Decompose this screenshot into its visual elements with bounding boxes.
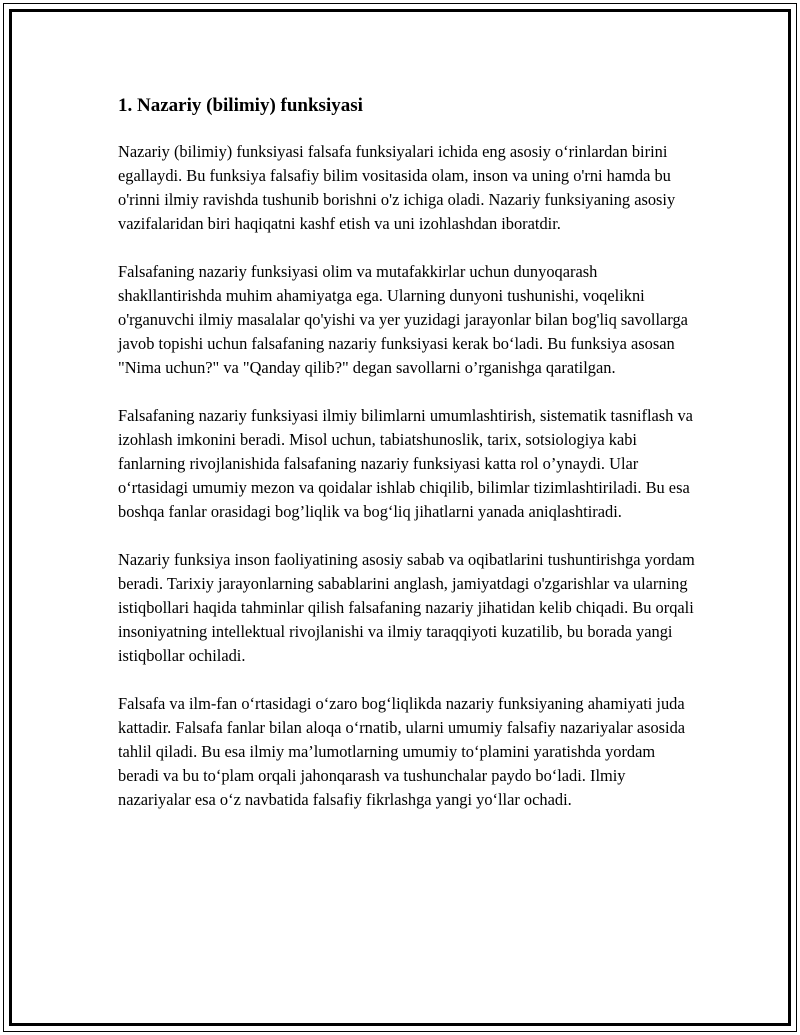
section-heading: 1. Nazariy (bilimiy) funksiyasi bbox=[118, 95, 363, 116]
paragraph: Falsafaning nazariy funksiyasi olim va mutafakkirlar uchun dunyoqarash shakllantirishda muhim ahamiyatga ega. Ularning dunyoni tushunishi, voqelikni o'rganuvchi ilmiy masalalar qo'yishi va yer yuzidagi jarayonlar bilan bog'liq savollarga javob topishi uchun falsafaning nazariy funksiyasi kerak bo‘ladi. Bu funksiya asosan "Nima uchun?" va "Qanday qilib?" degan savollarni o’rganishga qaratilgan. bbox=[118, 262, 688, 377]
paragraph: Nazariy funksiya inson faoliyatining asosiy sabab va oqibatlarini tushuntirishga yordam beradi. Tarixiy jarayonlarning sabablarini anglash, jamiyatdagi o'zgarishlar va ularning istiqbollari haqida tahminlar qilish falsafaning nazariy jihatidan kelib chiqadi. Bu orqali insoniyatning intellektual rivojlanishi va ilmiy taraqqiyoti kuzatilib, bu borada yangi istiqbollar ochiladi. bbox=[118, 550, 695, 665]
document-body bbox=[118, 92, 698, 836]
paragraph: Nazariy (bilimiy) funksiyasi falsafa funksiyalari ichida eng asosiy o‘rinlardan birini egallaydi. Bu funksiya falsafiy bilim vositasida olam, inson va uning o'rni hamda bu o'rinni ilmiy ravishda tushunib borishni o'z ichiga oladi. Nazariy funksiyaning asosiy vazifalaridan biri haqiqatni kashf etish va uni izohlashdan iboratdir. bbox=[118, 142, 676, 233]
paragraph: Falsafaning nazariy funksiyasi ilmiy bilimlarni umumlashtirish, sistematik tasniflash va izohlash imkonini beradi. Misol uchun, tabiatshunoslik, tarix, sotsiologiya kabi fanlarning rivojlanishida falsafaning nazariy funksiyasi katta rol o’ynaydi. Ular o‘rtasidagi umumiy mezon va qoidalar ishlab chiqilib, bilimlar tizimlashtiriladi. Bu esa boshqa fanlar orasidagi bog’liqlik va bog‘liq jihatlarni yanada aniqlashtiradi. bbox=[118, 406, 693, 521]
paragraph: Falsafa va ilm-fan o‘rtasidagi o‘zaro bog‘liqlikda nazariy funksiyaning ahamiyati juda kattadir. Falsafa fanlar bilan aloqa o‘rnatib, ularni umumiy falsafiy nazariyalar asosida tahlil qiladi. Bu esa ilmiy ma’lumotlarning umumiy to‘plamini yaratishda yordam beradi va bu to‘plam orqali jahonqarash va tushunchalar paydo bo‘ladi. Ilmiy nazariyalar esa o‘z navbatida falsafiy fikrlashga yangi yo‘llar ochadi. bbox=[118, 694, 686, 809]
